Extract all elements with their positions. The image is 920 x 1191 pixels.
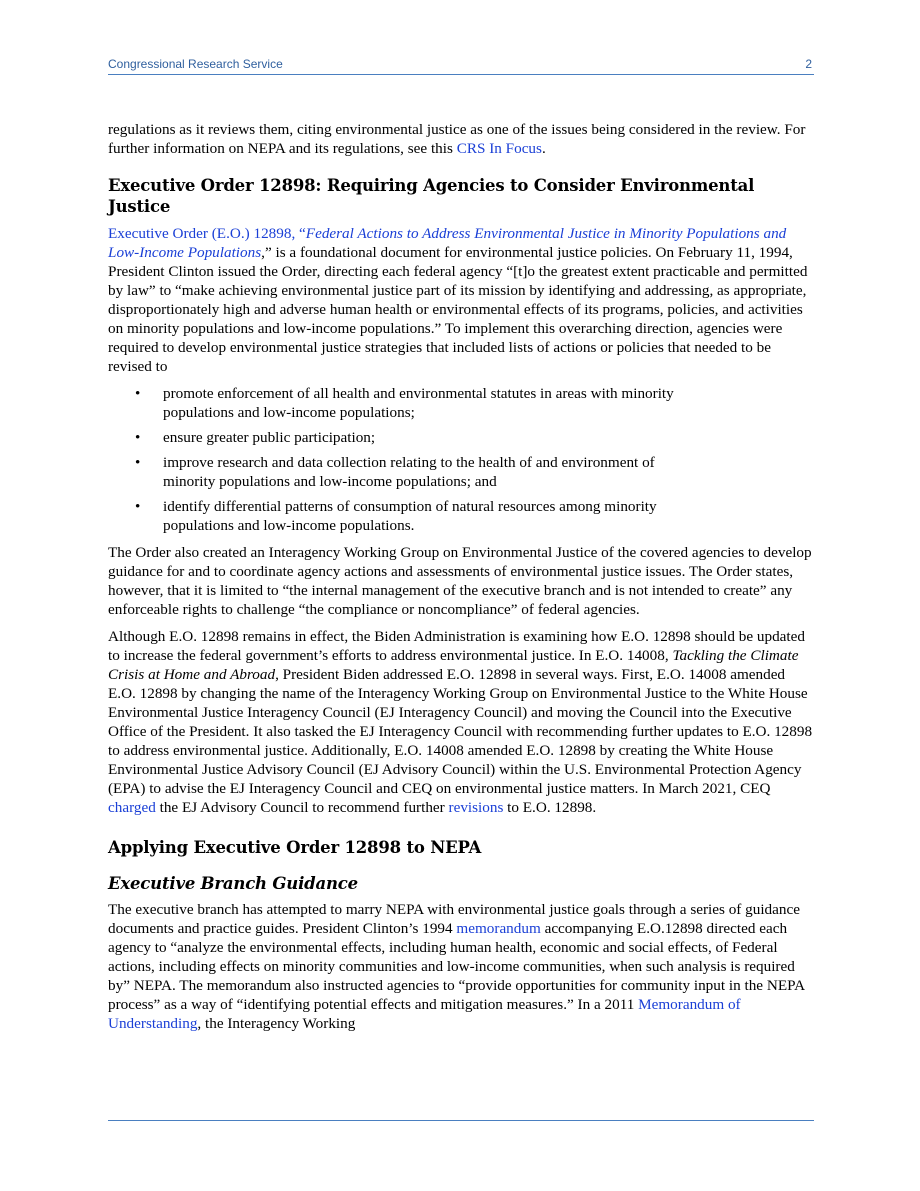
footer-rule (108, 1120, 814, 1121)
list-item (108, 497, 814, 535)
document-body (108, 120, 814, 1041)
biden-text-3: the EJ Advisory Council to recommend further (155, 799, 449, 816)
memorandum-of-understanding-link[interactable]: Memorandum of Understanding (108, 996, 741, 1032)
biden-text-2: , President Biden addressed E.O. 12898 in several ways. First, E.O. 14008 amended E.O. 12898 by changing the name of the Interagency Working Group on Environmental Justice to the White House Environmental Justice Interagency Council (EJ Interagency Council) and moving the Council into the Executive Office of the President. It also tasked the EJ Interagency Council with recommending further updates to E.O. 12898 to address environmental justice. Additionally, E.O. 14008 amended E.O. 12898 by creating the White House Environmental Justice Advisory Council (EJ Advisory Council) within the U.S. Environmental Protection Agency (EPA) to advise the EJ Interagency Council and CEQ on environmental justice matters. In March 2021, CEQ (108, 666, 813, 797)
charged-link[interactable]: charged (108, 799, 156, 816)
list-item (108, 428, 814, 447)
bullet-icon: • (135, 385, 141, 402)
biden-paragraph (108, 627, 814, 817)
guidance-text: The executive branch has attempted to marry NEPA with environmental justice goals through a series of guidance documents and practice guides. President Clinton’s 1994 (108, 901, 800, 937)
eo-text: ,” is a foundational document for environmental justice policies. On February 11, 1994, President Clinton issued the Order, directing each federal agency “[t]o the greatest extent practicable and permitted by law” to “make achieving environmental justice part of its mission by identifying and addressing, as appropriate, disproportionately high and adverse human health or environmental effects of its programs, policies, and activities on minority populations and low-income populations.” To implement this overarching direction, agencies were required to develop environmental justice strategies that included lists of actions or policies that needed to be revised to (108, 244, 808, 375)
page-header (108, 57, 814, 75)
biden-text: Although E.O. 12898 remains in effect, the Biden Administration is examining how E.O. 12898 should be updated to increase the federal government’s efforts to address environmental justice. In E.O. 14008, (108, 628, 805, 664)
section-heading-applying: Applying Executive Order 12898 to NEPA (108, 838, 482, 857)
list-item (108, 384, 814, 422)
eo-title: Federal Actions to Address Environmental Justice in Minority Populations and Low-Income Populations (108, 225, 787, 261)
bullet-icon: • (135, 429, 141, 446)
bullet-icon: • (135, 498, 141, 515)
page-number: 2 (805, 57, 812, 71)
list-item-text: ensure greater public participation; (163, 429, 376, 446)
revisions-link[interactable]: revisions (448, 799, 504, 816)
guidance-text-3: , the Interagency Working (197, 1015, 356, 1032)
list-item-text: identify differential patterns of consumption of natural resources among minority populations and low-income populations. (163, 498, 657, 534)
intro-text: regulations as it reviews them, citing environmental justice as one of the issues being considered in the review. For further information on NEPA and its regulations, see this (108, 121, 806, 157)
list-item (108, 453, 814, 491)
eo-paragraph (108, 224, 814, 376)
guidance-text-2: accompanying E.O.12898 directed each agency to “analyze the environmental effects, including human health, economic and social effects, of Federal actions, including effects on minority communities and low-income communities, when such analysis is required by” NEPA. The memorandum also instructed agencies to “provide opportunities for community input in the NEPA process” as a way of “identifying potential effects and mitigation measures.” In a 2011 (108, 920, 805, 1013)
bullet-icon: • (135, 454, 141, 471)
memorandum-link[interactable]: memorandum (456, 920, 541, 937)
crs-in-focus-link[interactable]: CRS In Focus (456, 140, 542, 157)
intro-paragraph (108, 120, 814, 158)
subsection-heading-guidance: Executive Branch Guidance (108, 874, 358, 893)
intro-text-end: . (541, 140, 546, 157)
section-heading-eo-12898: Executive Order 12898: Requiring Agencies to Consider Environmental Justice (108, 176, 755, 216)
order-paragraph: The Order also created an Interagency Working Group on Environmental Justice of the covered agencies to develop guidance for and to coordinate agency actions and assessments of environmental justice issues. The Order states, however, that it is limited to “the internal management of the executive branch and is not intended to create” any enforceable rights to challenge “the compliance or noncompliance” of federal agencies. (108, 544, 812, 618)
header-source: Congressional Research Service (108, 57, 283, 71)
biden-text-4: to E.O. 12898. (503, 799, 597, 816)
list-item-text: promote enforcement of all health and environmental statutes in areas with minority populations and low-income populations; (163, 385, 674, 421)
strategy-bullet-list (108, 384, 814, 535)
guidance-paragraph (108, 900, 814, 1033)
eo-link-text: Executive Order (E.O.) 12898, “ (108, 225, 306, 242)
eo-14008-title: Tackling the Climate Crisis at Home and Abroad (108, 647, 799, 683)
list-item-text: improve research and data collection relating to the health of and environment of minority populations and low-income populations; and (163, 454, 655, 490)
